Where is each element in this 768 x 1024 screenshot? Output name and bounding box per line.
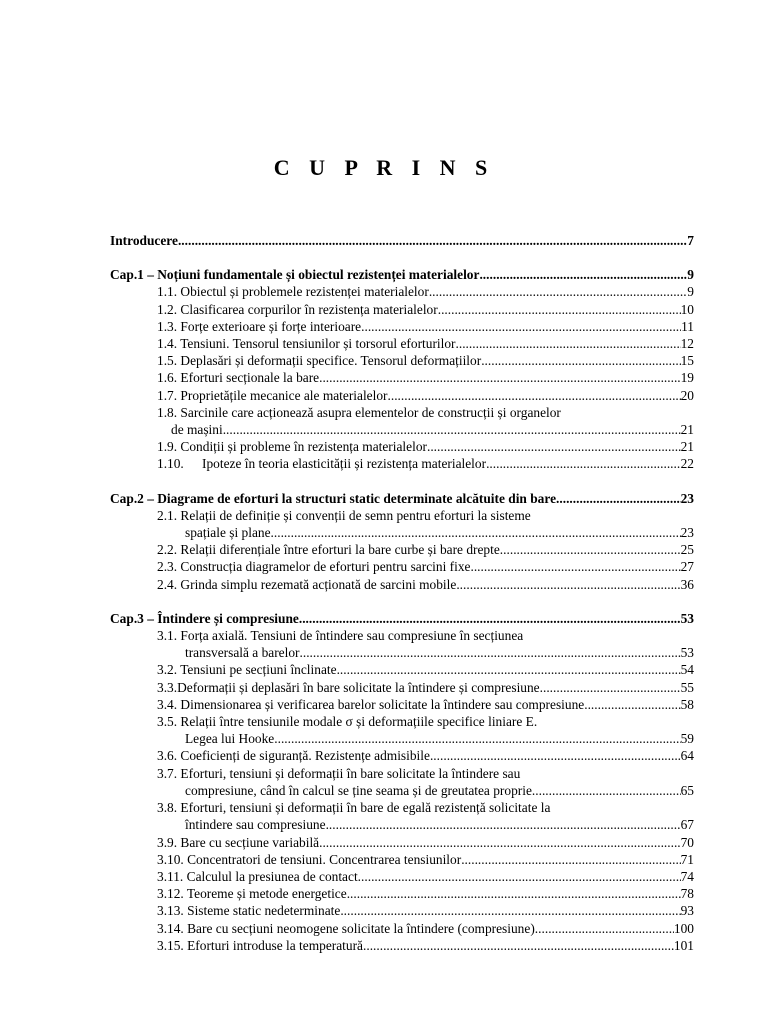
dot-leader <box>326 816 681 833</box>
dot-leader <box>358 868 681 885</box>
toc-label: 2.1. Relații de definiție și convenții de semn pentru eforturi la sisteme <box>157 507 531 523</box>
toc-label: 1.7. Proprietățile mecanice ale materialelor <box>157 387 388 403</box>
toc-page: 74 <box>680 868 694 884</box>
toc-label: 3.15. Eforturi introduse la temperatură <box>157 937 363 953</box>
toc-label: 3.1. Forța axială. Tensiuni de întindere sau compresiune în secțiunea <box>157 628 524 644</box>
toc-label: 1.6. Eforturi secționale la bare <box>157 370 320 386</box>
page-title: C U P R I N S <box>273 155 495 180</box>
toc-page: 9 <box>687 284 694 300</box>
toc-number: 1.10. <box>157 456 184 472</box>
dot-leader <box>470 558 680 575</box>
toc-label: 2.3. Construcția diagramelor de eforturi pentru sarcini fixe <box>157 559 471 575</box>
toc-entry-3-3[interactable] <box>110 679 694 696</box>
toc-page: 21 <box>680 439 694 455</box>
toc-entry-3-9[interactable] <box>110 834 694 851</box>
toc-page: 78 <box>680 886 694 902</box>
toc-label-cont: transversală a barelor <box>185 645 300 661</box>
toc-page: 65 <box>680 782 694 798</box>
toc-entry-3-6[interactable] <box>110 747 694 764</box>
toc-label: 1.3. Forțe exterioare și forțe interioare <box>157 318 362 334</box>
toc-entry-2-1-cont[interactable] <box>110 524 694 541</box>
toc-entry-3-13[interactable] <box>110 902 694 919</box>
toc-label: 3.12. Teoreme și metode energetice <box>157 886 347 902</box>
dot-leader <box>532 782 681 799</box>
toc-entry-introducere[interactable] <box>110 232 694 249</box>
dot-leader <box>274 730 680 747</box>
toc-entry-3-12[interactable] <box>110 885 694 902</box>
toc-page: 53 <box>680 610 694 626</box>
toc-label: 1.2. Clasificarea corpurilor în rezistența materialelor <box>157 301 438 317</box>
toc-label-cont: de mașini <box>171 422 223 438</box>
toc-page: 15 <box>680 353 694 369</box>
toc-entry-3-2[interactable] <box>110 661 694 678</box>
toc-entry-3-8[interactable] <box>110 799 694 816</box>
toc-label: 3.5. Relații între tensiunile modale σ și deformațiile specifice liniare E. <box>157 714 538 730</box>
toc-label: 3.7. Eforturi, tensiuni și deformații în bare solicitate la întindere sau <box>157 765 521 781</box>
toc-label: 3.13. Sisteme static nedeterminate <box>157 903 341 919</box>
toc-page: 23 <box>680 490 694 506</box>
dot-leader <box>340 902 680 919</box>
toc-page: 27 <box>680 559 694 575</box>
toc-page: 9 <box>687 267 694 283</box>
toc-label: 3.6. Coeficienți de siguranță. Rezistențe admisibile <box>157 748 430 764</box>
toc-page: 12 <box>680 336 694 352</box>
toc-page: 22 <box>680 456 694 472</box>
toc-page: 19 <box>680 370 694 386</box>
dot-leader <box>540 679 681 696</box>
toc-page: 70 <box>680 834 694 850</box>
toc-page: 93 <box>680 903 694 919</box>
dot-leader <box>178 232 687 249</box>
toc-entry-3-1-cont[interactable] <box>110 644 694 661</box>
toc-label: Cap.1 – Noțiuni fundamentale și obiectul rezistenței materialelor <box>110 267 480 283</box>
toc-page: 25 <box>680 542 694 558</box>
toc-label: 1.1. Obiectul și problemele rezistenței materialelor <box>157 284 429 300</box>
toc-page: 58 <box>680 696 694 712</box>
toc-label-cont: Legea lui Hooke <box>185 731 275 747</box>
dot-leader <box>347 885 681 902</box>
toc-entry-1-7[interactable] <box>110 387 694 404</box>
toc-entry-1-1[interactable] <box>110 283 694 300</box>
dot-leader <box>429 283 687 300</box>
dot-leader <box>438 301 681 318</box>
toc-label: Introducere <box>110 233 178 248</box>
dot-leader <box>427 438 681 455</box>
toc-page: 23 <box>680 525 694 541</box>
toc-label: 3.2. Tensiuni pe secțiuni înclinate <box>157 662 337 678</box>
toc-label: Ipoteze în teoria elasticității și rezistența materialelor <box>202 456 487 472</box>
toc-entry-3-15[interactable] <box>110 937 694 954</box>
toc-label-cont: întindere sau compresiune <box>185 817 326 833</box>
toc-entry-3-4[interactable] <box>110 696 694 713</box>
dot-leader <box>319 369 681 386</box>
toc-page: 53 <box>680 645 694 661</box>
dot-leader <box>556 490 681 507</box>
toc-entry-3-5-cont[interactable] <box>110 730 694 747</box>
dot-leader <box>481 352 680 369</box>
toc-entry-1-2[interactable] <box>110 301 694 318</box>
dot-leader <box>319 834 681 851</box>
toc-label: 1.4. Tensiuni. Tensorul tensiunilor și torsorul eforturilor <box>157 336 456 352</box>
toc-chapter-2[interactable] <box>110 490 694 507</box>
toc-entry-3-10[interactable] <box>110 851 694 868</box>
dot-leader <box>584 696 680 713</box>
dot-leader <box>271 524 681 541</box>
toc-label: 3.10. Concentratori de tensiuni. Concentrarea tensiunilor <box>157 851 462 867</box>
toc-page: 55 <box>680 679 694 695</box>
toc-chapter-1[interactable] <box>110 266 694 283</box>
toc-entry-2-3[interactable] <box>110 558 694 575</box>
toc-label: 3.14. Bare cu secțiuni neomogene solicitate la întindere (compresiune) <box>157 920 535 936</box>
dot-leader <box>486 455 681 472</box>
toc-page: 21 <box>680 422 694 438</box>
toc-label: 1.5. Deplasări și deformații specifice. Tensorul deformațiilor <box>157 353 482 369</box>
toc-page: 20 <box>680 387 694 403</box>
toc-entry-3-1[interactable] <box>110 627 694 644</box>
toc-page: 101 <box>673 937 694 953</box>
dot-leader <box>456 576 680 593</box>
dot-leader <box>363 937 674 954</box>
toc-label: Cap.2 – Diagrame de eforturi la structuri static determinate alcătuite din bare <box>110 490 557 506</box>
toc-entry-3-7[interactable] <box>110 765 694 782</box>
toc-entry-2-4[interactable] <box>110 576 694 593</box>
toc-label: 3.8. Eforturi, tensiuni și deformații în bare de egală rezistență solicitate la <box>157 800 551 816</box>
toc-entry-1-3[interactable] <box>110 318 694 335</box>
toc-page: 59 <box>680 731 694 747</box>
toc-page: 54 <box>680 662 694 678</box>
toc-page: 100 <box>673 920 694 936</box>
dot-leader <box>479 266 687 283</box>
toc-label: 3.9. Bare cu secțiune variabilă <box>157 834 320 850</box>
toc-label: 3.11. Calculul la presiunea de contact <box>157 868 358 884</box>
dot-leader <box>500 541 681 558</box>
toc-entry-1-4[interactable] <box>110 335 694 352</box>
dot-leader <box>456 335 681 352</box>
toc-label: 2.4. Grinda simplu rezemată acționată de sarcini mobile <box>157 576 457 592</box>
toc-label: Cap.3 – Întindere și compresiune <box>110 610 299 626</box>
toc-label: 1.9. Condiții și probleme în rezistența materialelor <box>157 439 427 455</box>
toc-entry-3-8-cont[interactable] <box>110 816 694 833</box>
toc-page: 71 <box>680 851 694 867</box>
dot-leader <box>430 747 681 764</box>
toc-entry-3-5[interactable] <box>110 713 694 730</box>
toc-label: 3.3.Deformații și deplasări în bare solicitate la întindere și compresiune <box>157 679 540 695</box>
toc-entry-1-6[interactable] <box>110 369 694 386</box>
toc-entry-1-8-cont[interactable] <box>110 421 694 438</box>
toc-entry-1-10[interactable] <box>110 455 694 472</box>
toc-entry-1-8[interactable] <box>110 404 694 421</box>
dot-leader <box>299 610 681 627</box>
toc-chapter-3[interactable] <box>110 610 694 627</box>
toc-entry-2-1[interactable] <box>110 507 694 524</box>
dot-leader <box>223 421 681 438</box>
toc-page: 64 <box>680 748 694 764</box>
dot-leader <box>461 851 680 868</box>
dot-leader <box>361 318 681 335</box>
dot-leader <box>300 644 681 661</box>
toc-entry-2-2[interactable] <box>110 541 694 558</box>
toc-page: 7 <box>687 233 694 248</box>
toc-label: 3.4. Dimensionarea și verificarea barelor solicitate la întindere sau compresiune <box>157 696 585 712</box>
toc-page: 10 <box>680 301 694 317</box>
toc-entry-3-7-cont[interactable] <box>110 782 694 799</box>
toc-page: 36 <box>680 576 694 592</box>
table-of-contents <box>110 232 694 954</box>
toc-page: 11 <box>681 318 694 334</box>
dot-leader <box>535 920 674 937</box>
toc-page: 67 <box>680 817 694 833</box>
toc-entry-1-9[interactable] <box>110 438 694 455</box>
toc-label-cont: compresiune, când în calcul se ține seama și de greutatea proprie <box>185 782 532 798</box>
dot-leader <box>388 387 681 404</box>
toc-entry-1-5[interactable] <box>110 352 694 369</box>
toc-entry-3-11[interactable] <box>110 868 694 885</box>
toc-entry-3-14[interactable] <box>110 920 694 937</box>
toc-label: 2.2. Relații diferențiale între eforturi la bare curbe și bare drepte <box>157 542 500 558</box>
toc-label-cont: spațiale și plane <box>185 525 271 541</box>
dot-leader <box>337 661 681 678</box>
toc-label: 1.8. Sarcinile care acționează asupra elementelor de construcții și organelor <box>157 404 561 420</box>
